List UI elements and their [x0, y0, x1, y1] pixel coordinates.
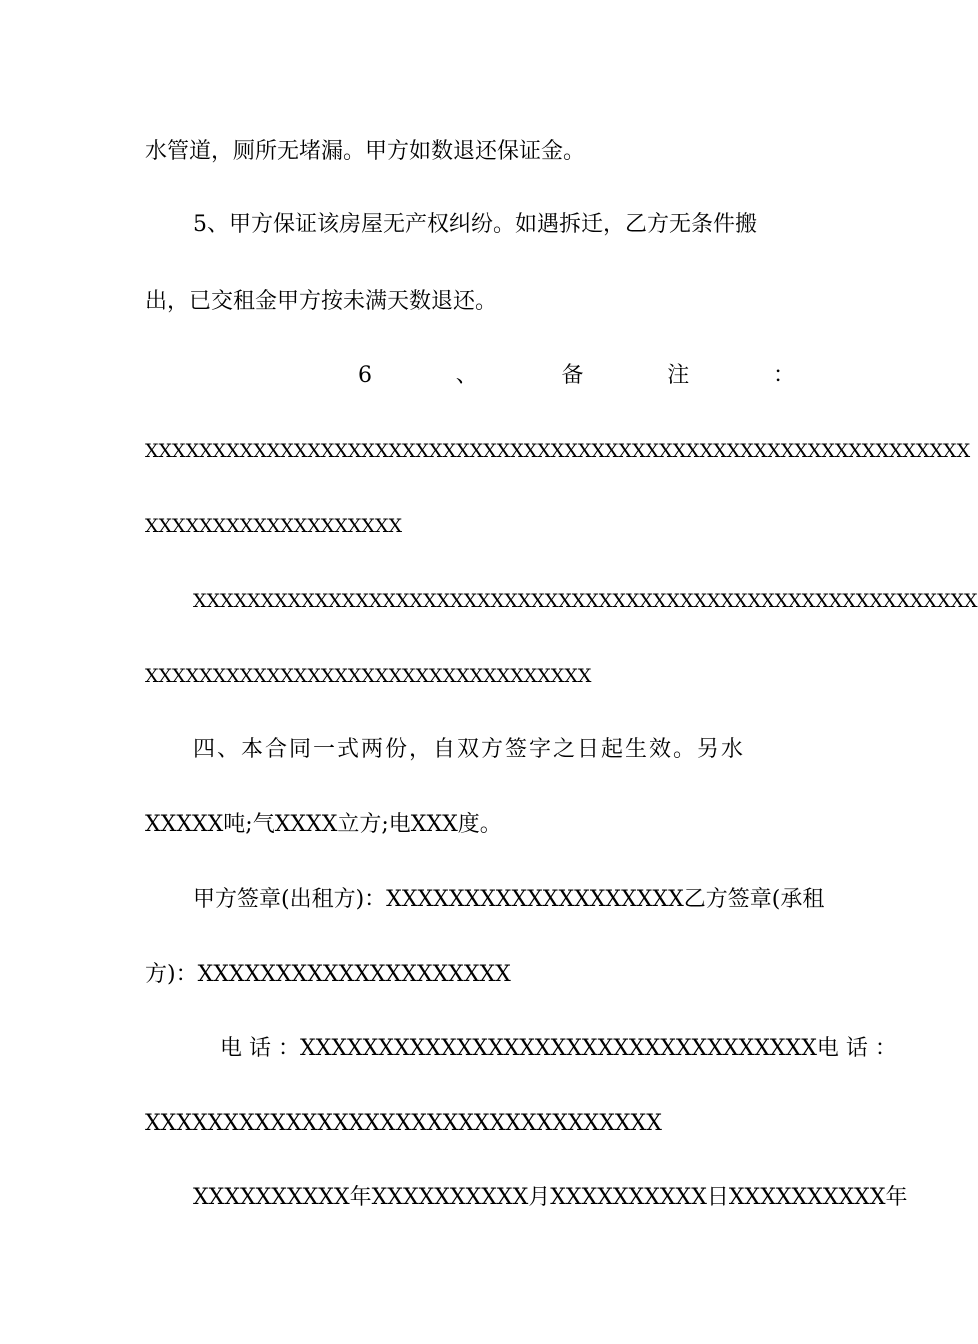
remark-char: 注: [667, 363, 690, 388]
remark-colon: ：: [772, 363, 795, 388]
placeholder-line: XXXXXXXXXXXXXXXXXXXXXXXXXXXXXXXXXXXXXXXXXXXXXXXXXXXXXXXXXXXXX: [145, 440, 971, 462]
paragraph-line: 出，已交租金甲方按未满天数退还。: [145, 289, 498, 314]
phone-value: XXXXXXXXXXXXXXXXXXXXXXXXXXXXXXXXX: [300, 1036, 817, 1061]
paragraph-line: 四、本合同一式两份，自双方签字之日起生效。另水: [193, 737, 746, 762]
placeholder-line: XXXXXXXXXXXXXXXXXXXXXXXXXXXXXXXXX: [145, 665, 592, 687]
date-line: XXXXXXXXXX年XXXXXXXXXX月XXXXXXXXXX日XXXXXXXXXX年: [193, 1185, 908, 1210]
remark-char: 备: [561, 363, 584, 388]
phone-line: [220, 1034, 897, 1064]
remark-heading: [358, 361, 795, 391]
paragraph-line: 水管道，厕所无堵漏。甲方如数退还保证金。: [145, 139, 586, 164]
phone-value-line: XXXXXXXXXXXXXXXXXXXXXXXXXXXXXXXXX: [145, 1111, 662, 1136]
remark-number: 6: [358, 363, 372, 388]
paragraph-line: 5、甲方保证该房屋无产权纠纷。如遇拆迁，乙方无条件搬: [193, 212, 757, 237]
paragraph-line: XXXXX吨;气XXXX立方;电XXX度。: [145, 812, 502, 837]
phone-label: 电 话 ：: [816, 1036, 897, 1061]
signature-line: 甲方签章(出租方)：XXXXXXXXXXXXXXXXXXX乙方签章(承租: [193, 887, 825, 912]
remark-separator: 、: [455, 363, 478, 388]
placeholder-line: XXXXXXXXXXXXXXXXXXXXXXXXXXXXXXXXXXXXXXXXXXXXXXXXXXXXXXXXXX: [193, 590, 978, 612]
signature-line: 方)：XXXXXXXXXXXXXXXXXXXX: [145, 962, 511, 987]
placeholder-line: XXXXXXXXXXXXXXXXXXX: [145, 515, 403, 537]
phone-label: 电 话 ：: [220, 1036, 300, 1061]
